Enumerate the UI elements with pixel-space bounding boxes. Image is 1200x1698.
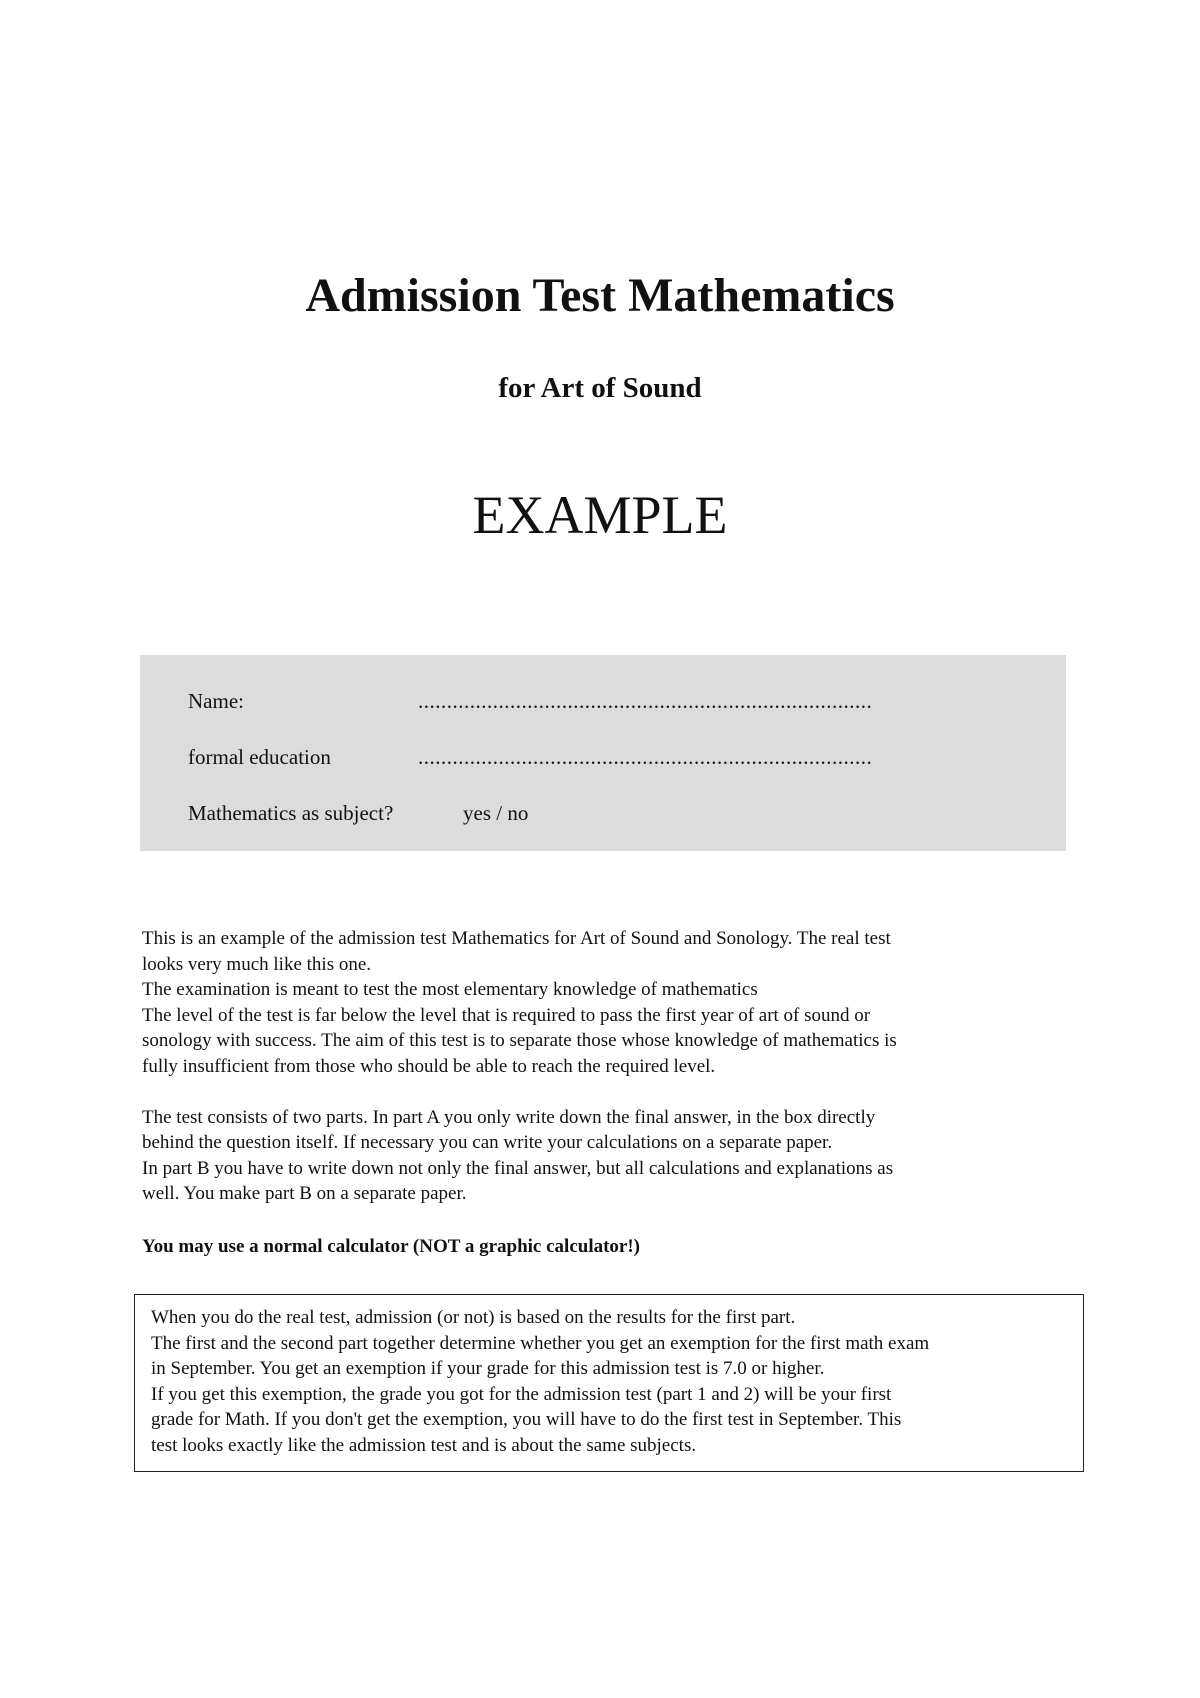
education-field[interactable]: ............................................................................... [418, 745, 873, 769]
notice-line: test looks exactly like the admission test and is about the same subjects. [151, 1434, 697, 1456]
notice-line: If you get this exemption, the grade you got for the admission test (part 1 and 2) will be your first [151, 1383, 892, 1405]
notice-line: The first and the second part together determine whether you get an exemption for the first math exam [151, 1332, 930, 1354]
page-subtitle: for Art of Sound [498, 372, 702, 404]
intro-line: The level of the test is far below the level that is required to pass the first year of art of sound or [142, 1004, 871, 1026]
student-info-box [140, 655, 1066, 851]
intro-line: sonology with success. The aim of this test is to separate those whose knowledge of mathematics is [142, 1030, 897, 1052]
parts-line: In part B you have to write down not only the final answer, but all calculations and explanations as [142, 1157, 894, 1179]
parts-line: The test consists of two parts. In part A you only write down the final answer, in the box directly [142, 1106, 876, 1128]
intro-line: fully insufficient from those who should be able to reach the required level. [142, 1055, 716, 1077]
intro-line: This is an example of the admission test Mathematics for Art of Sound and Sonology. The real test [142, 928, 891, 949]
parts-line: behind the question itself. If necessary you can write your calculations on a separate paper. [142, 1132, 833, 1154]
example-heading: EXAMPLE [472, 485, 728, 545]
math-subject-choice[interactable]: yes / no [463, 801, 529, 825]
notice-line: When you do the real test, admission (or not) is based on the results for the first part. [151, 1307, 796, 1328]
page-title: Admission Test Mathematics [305, 269, 895, 322]
notice-line: in September. You get an exemption if your grade for this admission test is 7.0 or higher. [151, 1358, 825, 1380]
parts-line: well. You make part B on a separate paper. [142, 1183, 467, 1205]
notice-line: grade for Math. If you don't get the exemption, you will have to do the first test in September. This [151, 1409, 902, 1431]
paragraph-gap [142, 1080, 1062, 1105]
name-field[interactable]: ............................................................................... [418, 689, 873, 713]
notice-box [134, 1294, 1084, 1472]
education-label: formal education [188, 745, 331, 769]
calculator-note: You may use a normal calculator (NOT a graphic calculator!) [142, 1236, 641, 1257]
math-subject-label: Mathematics as subject? [188, 801, 394, 825]
intro-text [142, 926, 1062, 1207]
intro-line: looks very much like this one. [142, 953, 372, 975]
intro-line: The examination is meant to test the most elementary knowledge of mathematics [142, 979, 758, 1001]
name-label: Name: [188, 689, 244, 713]
